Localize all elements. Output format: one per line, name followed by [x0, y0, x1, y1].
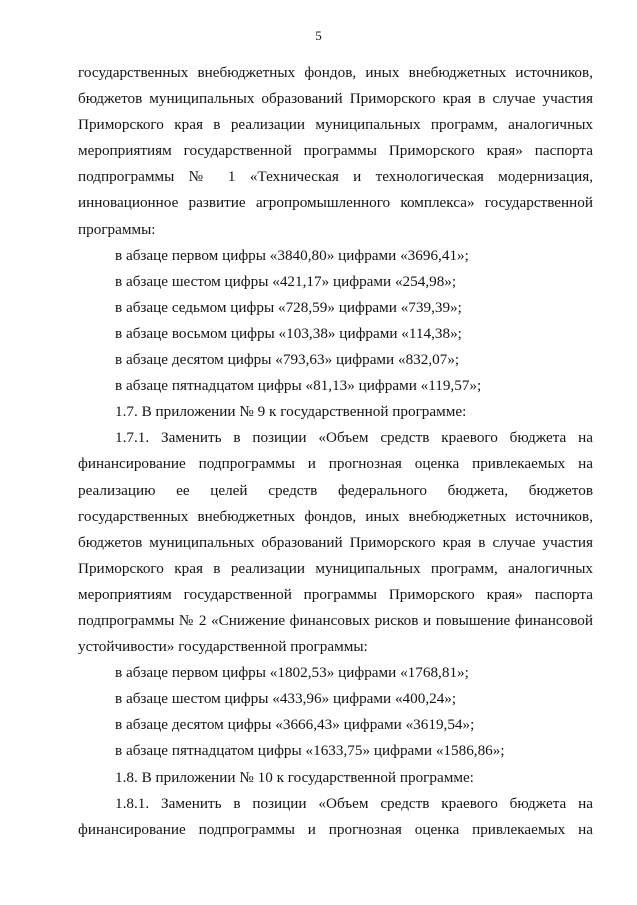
section-heading: 1.7. В приложении № 9 к государственной программе:: [115, 403, 467, 421]
list-item: в абзаце пятнадцатом цифры «81,13» цифрами «119,57»;: [115, 377, 482, 395]
text-line: программы:: [78, 220, 156, 238]
text-line: 1.7.1. Заменить в позиции «Объем средств краевого бюджета на: [115, 429, 593, 447]
list-item: в абзаце шестом цифры «421,17» цифрами «254,98»;: [115, 272, 457, 290]
text-line: подпрограммы № 1 «Техническая и технологическая модернизация,: [78, 168, 593, 186]
list-item: в абзаце первом цифры «3840,80» цифрами «3696,41»;: [115, 246, 469, 264]
text-line: подпрограммы № 2 «Снижение финансовых рисков и повышение финансовой: [78, 611, 593, 629]
text-line: Приморского края в реализации муниципальных программ, аналогичных: [78, 116, 593, 134]
text-line: устойчивости» государственной программы:: [78, 638, 368, 656]
text-line: инновационное развитие агропромышленного комплекса» государственной: [78, 194, 593, 212]
list-item: в абзаце десятом цифры «3666,43» цифрами «3619,54»;: [115, 716, 475, 734]
text-line: Приморского края в реализации муниципальных программ, аналогичных: [78, 559, 593, 577]
document-body: [78, 60, 593, 843]
text-line: финансирование подпрограммы и прогнозная оценка привлекаемых на: [78, 820, 593, 838]
text-line: финансирование подпрограммы и прогнозная оценка привлекаемых на: [78, 455, 593, 473]
text-line: реализацию ее целей средств федерального бюджета, бюджетов: [78, 481, 593, 499]
list-item: в абзаце шестом цифры «433,96» цифрами «400,24»;: [115, 690, 457, 708]
list-item: в абзаце пятнадцатом цифры «1633,75» цифрами «1586,86»;: [115, 742, 505, 760]
section-heading: 1.8. В приложении № 10 к государственной программе:: [115, 768, 474, 786]
text-line: бюджетов муниципальных образований Приморского края в случае участия: [78, 90, 593, 108]
text-line: мероприятиям государственной программы Приморского края» паспорта: [78, 585, 593, 603]
text-line: мероприятиям государственной программы Приморского края» паспорта: [78, 142, 593, 160]
list-item: в абзаце первом цифры «1802,53» цифрами «1768,81»;: [115, 664, 469, 682]
text-line: государственных внебюджетных фондов, иных внебюджетных источников,: [78, 64, 593, 81]
text-line: бюджетов муниципальных образований Приморского края в случае участия: [78, 533, 593, 551]
page-number: 5: [315, 28, 322, 43]
list-item: в абзаце десятом цифры «793,63» цифрами «832,07»;: [115, 351, 460, 369]
list-item: в абзаце седьмом цифры «728,59» цифрами «739,39»;: [115, 298, 462, 316]
list-item: в абзаце восьмом цифры «103,38» цифрами «114,38»;: [115, 324, 462, 342]
text-line: государственных внебюджетных фондов, иных внебюджетных источников,: [78, 507, 593, 525]
text-line: 1.8.1. Заменить в позиции «Объем средств краевого бюджета на: [115, 794, 593, 812]
